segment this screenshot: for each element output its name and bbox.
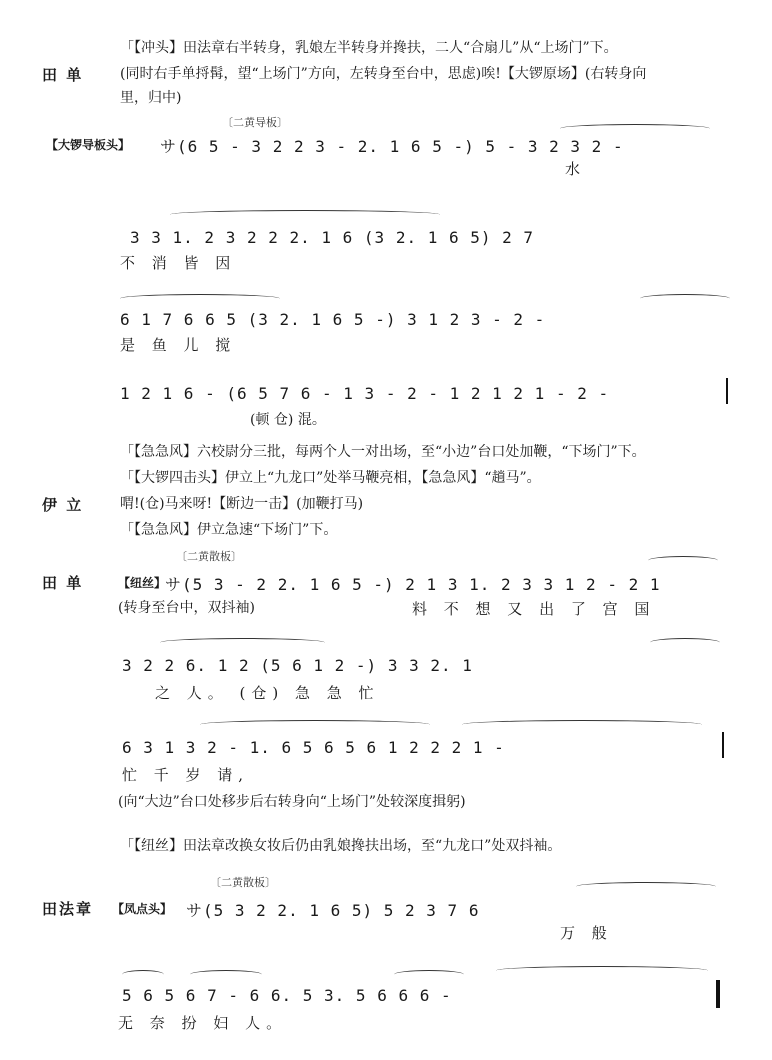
stage-direction: 「【纽丝】田法章改换女妆后仍由乳娘搀扶出场，至“九龙口”处双抖袖。: [120, 838, 562, 854]
stage-direction: 「【急急风】伊立急速“下场门”下。: [120, 522, 338, 538]
notation-row: サ(6 5 - 3 2 2 3 - 2. 1 6 5 -) 5 - 3 2 3 2 -: [160, 137, 624, 156]
notation-row: サ(5 3 2 2. 1 6 5) 5 2 3 7 6: [186, 901, 480, 920]
stage-direction: 「【冲头】田法章右半转身，乳娘左半转身并搀扶，二人“合扇儿”从“上场门”下。: [120, 40, 618, 56]
stage-direction: (顿 仓) 混。: [250, 412, 326, 428]
role-name: 田 单: [42, 66, 84, 84]
notation-row: 6 3 1 3 2 - 1. 6 5 6 5 6 1 2 2 2 1 -: [122, 738, 505, 757]
bar-line: [722, 732, 724, 758]
mode-label: 〔二黄散板〕: [176, 550, 242, 563]
notation-row: 1 2 1 6 - (6 5 7 6 - 1 3 - 2 - 1 2 1 2 1 - 2 -: [120, 384, 610, 403]
lyric-line: 是 鱼 儿 搅: [120, 336, 237, 354]
slur-mark: [576, 882, 716, 891]
final-bar-line: [716, 980, 720, 1008]
slur-mark: [200, 720, 430, 729]
lyric-line: 之 人。 (仓) 急 急 忙: [155, 684, 380, 702]
stage-direction: 喟!(仓)马来呀!【断边一击】(加鞭打马): [120, 496, 364, 512]
notation-row: 6 1 7 6 6 5 (3 2. 1 6 5 -) 3 1 2 3 - 2 -: [120, 310, 546, 329]
notation-row: 3 2 2 6. 1 2 (5 6 1 2 -) 3 3 2. 1: [122, 656, 473, 675]
slur-mark: [640, 294, 730, 303]
slur-mark: [120, 294, 280, 303]
slur-mark: [650, 638, 720, 647]
role-name: 田 单: [42, 574, 84, 592]
slur-mark: [394, 970, 464, 979]
stage-direction: 里，归中): [120, 90, 182, 106]
bar-line: [726, 378, 728, 404]
slur-mark: [462, 720, 702, 729]
slur-mark: [560, 124, 710, 133]
slur-mark: [190, 970, 262, 979]
stage-direction: (同时右手单捋髯，望“上场门”方向，左转身至台中，思虑)唉!【大锣原场】(右转身向: [120, 66, 647, 82]
notation-row: 3 3 1. 2 3 2 2 2. 1 6 (3 2. 1 6 5) 2 7: [130, 228, 535, 247]
slur-mark: [122, 970, 164, 979]
slur-mark: [160, 638, 325, 647]
tag-label: 【凤点头】: [112, 902, 173, 916]
slur-mark: [648, 556, 718, 565]
role-name: 伊 立: [42, 496, 84, 514]
lyric-line: 水: [565, 160, 587, 178]
stage-direction: (转身至台中，双抖袖): [118, 600, 255, 616]
stage-direction: 「【急急风】六校尉分三批，每两个人一对出场，至“小边”台口处加鞭，“下场门”下。: [120, 444, 646, 460]
lyric-line: 料 不 想 又 出 了 宫 国: [412, 600, 656, 618]
tag-label: 【纽丝】: [118, 576, 167, 590]
mode-label: 〔二黄导板〕: [222, 116, 288, 129]
notation-row: 5 6 5 6 7 - 6 6. 5 3. 5 6 6 6 -: [122, 986, 452, 1005]
lyric-line: 无 奈 扮 妇 人。: [118, 1014, 288, 1032]
mode-label: 〔二黄散板〕: [210, 876, 276, 889]
stage-direction: (向“大边”台口处移步后右转身向“上场门”处较深度揖躬): [118, 794, 466, 810]
lyric-line: 万 般: [560, 924, 613, 942]
slur-mark: [496, 966, 708, 975]
slur-mark: [170, 210, 440, 219]
notation-row: サ(5 3 - 2 2. 1 6 5 -) 2 1 3 1. 2 3 3 1 2 - 2 1: [165, 575, 661, 594]
stage-direction: 「【大锣四击头】伊立上“九龙口”处举马鞭亮相，【急急风】“趟马”。: [120, 470, 541, 486]
role-name: 田法章: [42, 900, 94, 918]
lyric-line: 忙 千 岁 请,: [122, 766, 250, 784]
lyric-line: 不 消 皆 因: [120, 254, 237, 272]
tag-label: 【大锣导板头】: [46, 138, 131, 152]
